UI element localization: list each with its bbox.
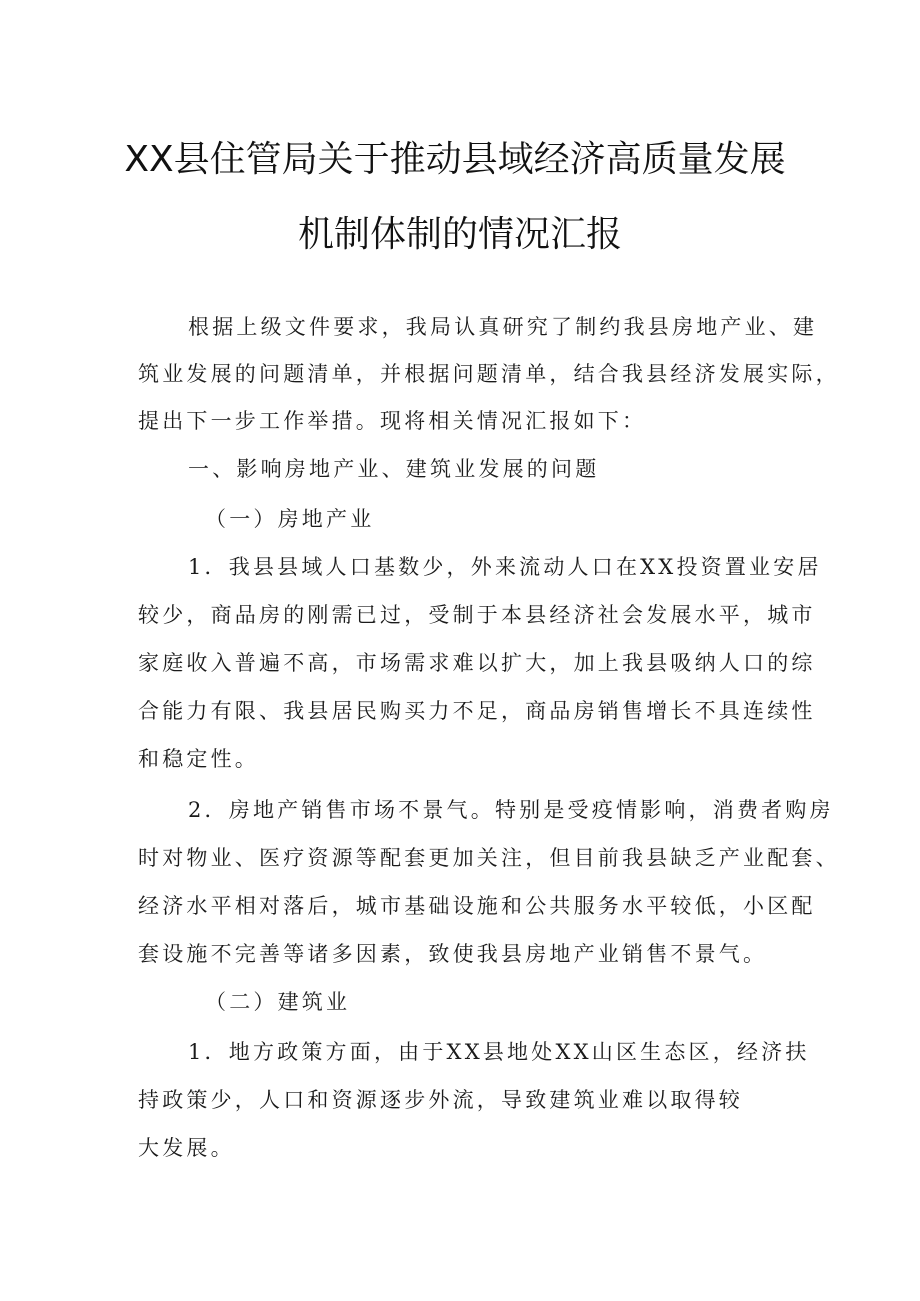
paragraph-line: 大发展。: [138, 1136, 235, 1160]
paragraph-line: 筑业发展的问题清单，并根据问题清单，结合我县经济发展实际，: [138, 362, 840, 386]
section-heading: 一、影响房地产业、建筑业发展的问题: [188, 457, 600, 481]
paragraph-line: 持政策少，人口和资源逐步外流，导致建筑业难以取得较: [138, 1088, 743, 1112]
paragraph-line: 提出下一步工作举措。现将相关情况汇报如下：: [138, 409, 647, 433]
paragraph-line: 根据上级文件要求，我局认真研究了制约我县房地产业、建: [188, 315, 818, 339]
subsection-heading: （二）建筑业: [205, 990, 351, 1014]
paragraph-line: 较少，商品房的刚需已过，受制于本县经济社会发展水平，城市: [138, 603, 816, 627]
document-title-line-1: XX县住管局关于推动县域经济高质量发展: [124, 139, 786, 180]
paragraph-line: 和稳定性。: [138, 747, 259, 771]
document-title-line-2: 机制体制的情况汇报: [297, 214, 622, 255]
subsection-heading: （一）房地产业: [205, 507, 375, 531]
paragraph-line: 2．房地产销售市场不景气。特别是受疫情影响，消费者购房: [188, 798, 834, 822]
paragraph-line: 1．我县县域人口基数少，外来流动人口在XX投资置业安居: [188, 555, 822, 579]
paragraph-line: 1．地方政策方面，由于XX县地处XX山区生态区，经济扶: [188, 1040, 810, 1064]
paragraph-line: 经济水平相对落后，城市基础设施和公共服务水平较低，小区配: [138, 894, 816, 918]
paragraph-line: 家庭收入普遍不高，市场需求难以扩大，加上我县吸纳人口的综: [138, 651, 816, 675]
paragraph-line: 时对物业、医疗资源等配套更加关注，但目前我县缺乏产业配套、: [138, 846, 840, 870]
paragraph-line: 合能力有限、我县居民购买力不足，商品房销售增长不具连续性: [138, 699, 816, 723]
paragraph-line: 套设施不完善等诸多因素，致使我县房地产业销售不景气。: [138, 942, 768, 966]
